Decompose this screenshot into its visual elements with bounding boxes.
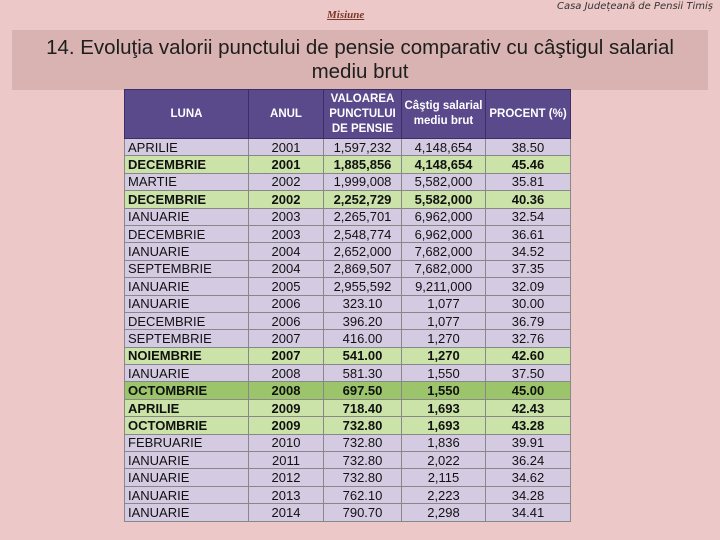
cell-procent: 35.81	[486, 173, 571, 190]
table-row	[125, 260, 571, 277]
table-header	[125, 90, 571, 139]
table-row	[125, 243, 571, 260]
cell-luna: OCTOMBRIE	[125, 417, 249, 434]
cell-luna: MARTIE	[125, 173, 249, 190]
cell-castig-salarial: 1,550	[402, 382, 486, 399]
cell-castig-salarial: 4,148,654	[402, 139, 486, 156]
cell-luna: SEPTEMBRIE	[125, 330, 249, 347]
cell-punct-pensie: 2,252,729	[324, 191, 402, 208]
cell-castig-salarial: 4,148,654	[402, 156, 486, 173]
cell-procent: 34.41	[486, 504, 571, 521]
table-row	[125, 278, 571, 295]
table-row	[125, 208, 571, 225]
cell-luna: DECEMBRIE	[125, 312, 249, 329]
cell-luna: SEPTEMBRIE	[125, 260, 249, 277]
cell-punct-pensie: 732.80	[324, 469, 402, 486]
table-row	[125, 382, 571, 399]
cell-punct-pensie: 1,999,008	[324, 173, 402, 190]
cell-procent: 45.46	[486, 156, 571, 173]
cell-procent: 30.00	[486, 295, 571, 312]
cell-castig-salarial: 5,582,000	[402, 173, 486, 190]
cell-procent: 36.79	[486, 312, 571, 329]
cell-anul: 2003	[249, 208, 324, 225]
cell-luna: IANUARIE	[125, 365, 249, 382]
slide-title: 14. Evoluţia valorii punctului de pensie comparativ cu câştigul salarial mediu brut	[46, 36, 674, 83]
cell-anul: 2007	[249, 330, 324, 347]
cell-punct-pensie: 541.00	[324, 347, 402, 364]
cell-punct-pensie: 323.10	[324, 295, 402, 312]
cell-punct-pensie: 2,955,592	[324, 278, 402, 295]
cell-castig-salarial: 6,962,000	[402, 225, 486, 242]
cell-procent: 32.54	[486, 208, 571, 225]
cell-castig-salarial: 6,962,000	[402, 208, 486, 225]
table-row	[125, 469, 571, 486]
cell-luna: IANUARIE	[125, 208, 249, 225]
cell-anul: 2004	[249, 260, 324, 277]
cell-luna: IANUARIE	[125, 243, 249, 260]
cell-punct-pensie: 790.70	[324, 504, 402, 521]
table-row	[125, 365, 571, 382]
cell-procent: 34.28	[486, 486, 571, 503]
cell-procent: 32.76	[486, 330, 571, 347]
cell-castig-salarial: 1,077	[402, 312, 486, 329]
table-row	[125, 330, 571, 347]
cell-luna: DECEMBRIE	[125, 191, 249, 208]
cell-castig-salarial: 2,115	[402, 469, 486, 486]
organization-name: Casa Județeană de Pensii Timiș	[556, 1, 714, 12]
cell-punct-pensie: 581.30	[324, 365, 402, 382]
cell-procent: 40.36	[486, 191, 571, 208]
cell-procent: 37.35	[486, 260, 571, 277]
table-row	[125, 156, 571, 173]
cell-anul: 2002	[249, 173, 324, 190]
cell-procent: 32.09	[486, 278, 571, 295]
table-row	[125, 312, 571, 329]
cell-anul: 2006	[249, 312, 324, 329]
cell-castig-salarial: 9,211,000	[402, 278, 486, 295]
pension-table	[124, 89, 571, 522]
cell-procent: 34.62	[486, 469, 571, 486]
cell-castig-salarial: 1,693	[402, 399, 486, 416]
cell-castig-salarial: 1,270	[402, 347, 486, 364]
header-castig-salarial: Câştig salarial mediu brut	[402, 90, 486, 139]
header-luna: LUNA	[125, 90, 249, 139]
mission-link[interactable]: Misiune	[327, 9, 365, 21]
cell-luna: DECEMBRIE	[125, 225, 249, 242]
cell-luna: IANUARIE	[125, 486, 249, 503]
cell-luna: OCTOMBRIE	[125, 382, 249, 399]
cell-punct-pensie: 732.80	[324, 452, 402, 469]
cell-castig-salarial: 1,836	[402, 434, 486, 451]
cell-punct-pensie: 396.20	[324, 312, 402, 329]
cell-punct-pensie: 2,265,701	[324, 208, 402, 225]
cell-luna: DECEMBRIE	[125, 156, 249, 173]
cell-luna: NOIEMBRIE	[125, 347, 249, 364]
cell-punct-pensie: 1,597,232	[324, 139, 402, 156]
table-row	[125, 399, 571, 416]
cell-procent: 34.52	[486, 243, 571, 260]
cell-castig-salarial: 7,682,000	[402, 243, 486, 260]
cell-anul: 2014	[249, 504, 324, 521]
table-row	[125, 504, 571, 521]
header-row	[125, 90, 571, 139]
cell-castig-salarial: 2,223	[402, 486, 486, 503]
header-procent: PROCENT (%)	[486, 90, 571, 139]
cell-luna: FEBRUARIE	[125, 434, 249, 451]
cell-punct-pensie: 1,885,856	[324, 156, 402, 173]
cell-procent: 37.50	[486, 365, 571, 382]
cell-anul: 2007	[249, 347, 324, 364]
cell-castig-salarial: 1,550	[402, 365, 486, 382]
table-row	[125, 452, 571, 469]
cell-procent: 38.50	[486, 139, 571, 156]
cell-procent: 36.24	[486, 452, 571, 469]
cell-punct-pensie: 718.40	[324, 399, 402, 416]
cell-anul: 2008	[249, 382, 324, 399]
table-body	[125, 139, 571, 522]
table-row	[125, 191, 571, 208]
cell-punct-pensie: 732.80	[324, 434, 402, 451]
table-row	[125, 417, 571, 434]
cell-punct-pensie: 416.00	[324, 330, 402, 347]
cell-anul: 2005	[249, 278, 324, 295]
cell-punct-pensie: 732.80	[324, 417, 402, 434]
cell-procent: 42.43	[486, 399, 571, 416]
cell-anul: 2008	[249, 365, 324, 382]
cell-punct-pensie: 2,652,000	[324, 243, 402, 260]
header-anul: ANUL	[249, 90, 324, 139]
cell-luna: IANUARIE	[125, 295, 249, 312]
cell-luna: IANUARIE	[125, 504, 249, 521]
table-row	[125, 486, 571, 503]
cell-anul: 2003	[249, 225, 324, 242]
cell-punct-pensie: 2,548,774	[324, 225, 402, 242]
cell-anul: 2004	[249, 243, 324, 260]
table-row	[125, 347, 571, 364]
table-row	[125, 173, 571, 190]
cell-anul: 2002	[249, 191, 324, 208]
cell-anul: 2012	[249, 469, 324, 486]
cell-castig-salarial: 2,022	[402, 452, 486, 469]
cell-luna: APRILIE	[125, 399, 249, 416]
cell-procent: 45.00	[486, 382, 571, 399]
cell-anul: 2013	[249, 486, 324, 503]
cell-castig-salarial: 2,298	[402, 504, 486, 521]
cell-anul: 2001	[249, 156, 324, 173]
cell-anul: 2001	[249, 139, 324, 156]
cell-punct-pensie: 697.50	[324, 382, 402, 399]
cell-anul: 2006	[249, 295, 324, 312]
cell-punct-pensie: 2,869,507	[324, 260, 402, 277]
cell-castig-salarial: 7,682,000	[402, 260, 486, 277]
cell-luna: IANUARIE	[125, 278, 249, 295]
header-valoarea-punctului: VALOAREA PUNCTULUI DE PENSIE	[324, 90, 402, 139]
cell-procent: 36.61	[486, 225, 571, 242]
cell-punct-pensie: 762.10	[324, 486, 402, 503]
cell-anul: 2010	[249, 434, 324, 451]
table-row	[125, 434, 571, 451]
cell-procent: 39.91	[486, 434, 571, 451]
cell-luna: IANUARIE	[125, 469, 249, 486]
cell-castig-salarial: 5,582,000	[402, 191, 486, 208]
cell-anul: 2009	[249, 399, 324, 416]
cell-castig-salarial: 1,077	[402, 295, 486, 312]
table-row	[125, 295, 571, 312]
cell-anul: 2011	[249, 452, 324, 469]
cell-anul: 2009	[249, 417, 324, 434]
cell-castig-salarial: 1,693	[402, 417, 486, 434]
cell-luna: IANUARIE	[125, 452, 249, 469]
cell-procent: 43.28	[486, 417, 571, 434]
cell-luna: APRILIE	[125, 139, 249, 156]
cell-procent: 42.60	[486, 347, 571, 364]
title-banner	[12, 30, 708, 90]
table-row	[125, 225, 571, 242]
pension-table-container	[124, 89, 570, 522]
cell-castig-salarial: 1,270	[402, 330, 486, 347]
table-row	[125, 139, 571, 156]
